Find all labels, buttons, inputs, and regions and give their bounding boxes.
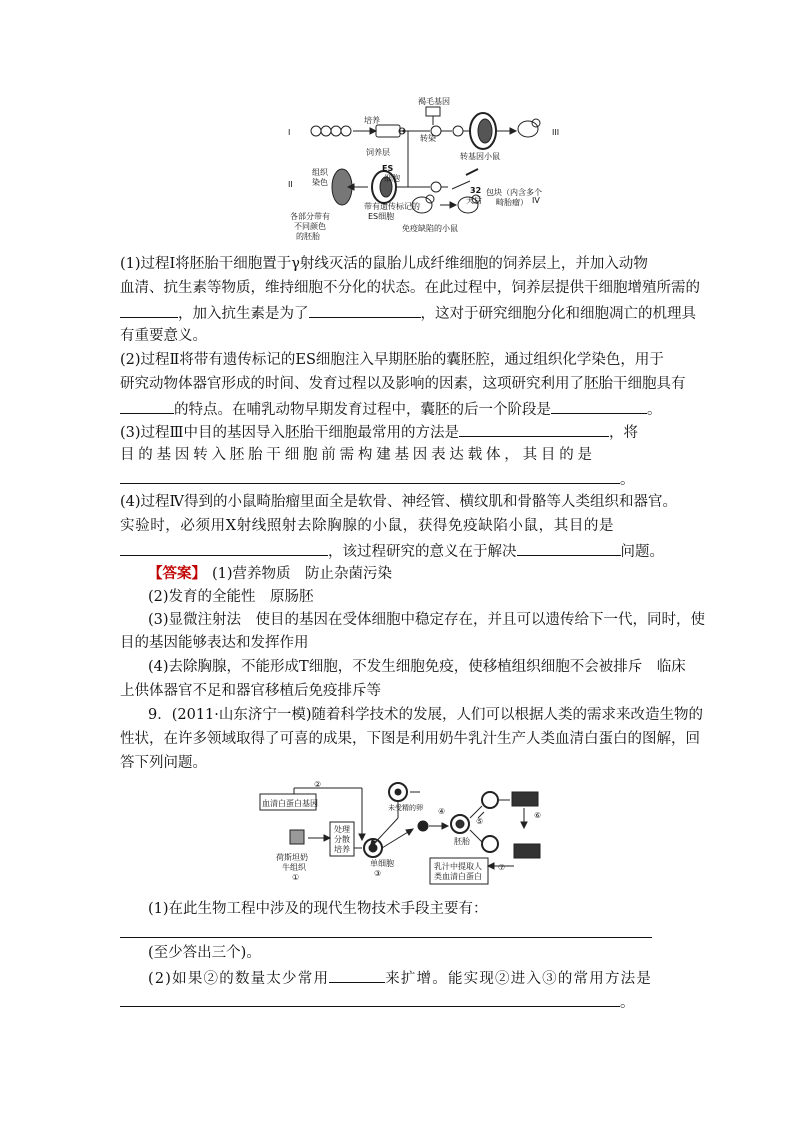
- transfect-label: 转染: [420, 134, 436, 143]
- days-label: 天后: [466, 196, 482, 205]
- answer-blank[interactable]: [120, 539, 328, 556]
- embryo-label-3: 的胚胎: [296, 232, 320, 241]
- label-1: ①: [292, 873, 300, 882]
- gene-label: 血清白蛋白基因: [262, 799, 318, 808]
- cell-icon: [331, 126, 341, 136]
- embryo-label-1: 各部分带有: [290, 212, 330, 221]
- q8-part2-line3: 的特点。在哺乳动物早期发育过程中，囊胚的后一个阶段是 。: [120, 397, 676, 421]
- answer-line6: 上供体器官不足和器官移植后免疫排斥等: [120, 683, 381, 699]
- label-6: ⑥: [534, 811, 542, 820]
- answer-line5: (4)去除胸腺，不能形成T细胞，不发生细胞免疫，使移植组织细胞不会被排斥 临床: [148, 659, 686, 675]
- q9-part1-note: (至少答出三个)。: [148, 945, 261, 961]
- milk-label-1: 乳汁中提取人: [434, 862, 482, 871]
- blastocyst-icon-b: [482, 836, 498, 852]
- q8-part2-line2: 研究动物体器官形成的时间、发育过程以及影响的因素，这项研究利用了胚胎干细胞具有: [120, 376, 686, 392]
- answer-line4: 目的基因能够表达和发挥作用: [120, 635, 309, 651]
- answer-blank[interactable]: [120, 397, 174, 414]
- q8-part4-line3: ，该过程研究的意义在于解决 问题。: [120, 539, 676, 563]
- q8-part1-line3: ，加入抗生素是为了 ，这对于研究细胞分化和细胞凋亡的机理具: [120, 301, 676, 325]
- label-3: ③: [374, 869, 382, 878]
- tumor-label-2: 畸胎瘤）: [496, 198, 528, 207]
- immune-mouse-label: 免疫缺陷的小鼠: [402, 224, 458, 233]
- label-7: ⑦: [498, 863, 506, 872]
- process-label-3: 培养: [334, 845, 350, 854]
- answer-blank-long[interactable]: [120, 937, 652, 938]
- culture-dish-icon: [376, 125, 400, 137]
- embryo-label-2: 不同颜色: [294, 222, 326, 231]
- answer-blank[interactable]: [459, 420, 609, 437]
- hair-gene-box: [426, 107, 440, 116]
- embryo-label: 胚胎: [454, 837, 470, 846]
- es-cell-label: 细胞: [384, 174, 400, 183]
- label-4: ④: [438, 807, 446, 816]
- feeder-label: 饲养层: [366, 148, 390, 157]
- milk-protein-process-figure: [258, 778, 548, 890]
- tissue-stain-label-1: 组织: [312, 168, 328, 177]
- milk-label-2: 类血清白蛋白: [434, 872, 482, 881]
- transfected-cell-icon: [453, 126, 463, 136]
- label-2: ②: [314, 780, 322, 789]
- tissue-label-1: 荷斯坦奶: [276, 853, 308, 862]
- q9-part1-line1: (1)在此生物工程中涉及的现代生物技术手段主要有：: [148, 901, 488, 917]
- transgenic-mouse-label: 转基因小鼠: [460, 152, 500, 161]
- transgenic-mouse-icon: [518, 121, 538, 137]
- label-process-4: IV: [532, 196, 540, 205]
- single-cell-label: 单细胞: [370, 859, 394, 868]
- label-5: ⑤: [476, 817, 484, 826]
- process-label-1: 处理: [334, 825, 350, 834]
- egg-label: 未受精的卵: [388, 804, 423, 812]
- blastocyst-icon-a: [482, 792, 498, 808]
- q8-part2-line1: (2)过程Ⅱ将带有遗传标记的ES细胞注入早期胚胎的囊胚腔，通过组织化学染色，用于: [120, 352, 664, 368]
- q9-stem-line3: 答下列问题。: [120, 755, 207, 771]
- answer-blank[interactable]: [120, 467, 620, 484]
- tissue-label-2: 牛组织: [282, 863, 306, 872]
- cell-icon: [341, 126, 351, 136]
- q9-part2-line1: (2)如果②的数量太少常用 来扩增。能实现②进入③的常用方法是: [148, 966, 704, 990]
- answer-line2: (2)发育的全能性 原肠胚: [148, 589, 314, 605]
- answer-blank[interactable]: [551, 397, 647, 414]
- answer-blank[interactable]: [120, 990, 620, 1007]
- process-label-2: 分散: [334, 835, 350, 844]
- cow-icon: [512, 792, 538, 806]
- q8-part1-line2: 血清、抗生素等物质，维持细胞不分化的状态。在此过程中，饲养层提供干细胞增殖所需的: [120, 280, 700, 296]
- q8-part3-line1: (3)过程Ⅲ中目的基因导入胚胎干细胞最常用的方法是 ，将: [120, 420, 676, 444]
- q9-stem-line2: 性状，在许多领域取得了可喜的成果，下图是利用奶牛乳汁生产人类血清白蛋白的图解，回: [120, 731, 700, 747]
- q8-part1-line4: 有重要意义。: [120, 328, 207, 344]
- hair-gene-label: 褐毛基因: [418, 97, 450, 106]
- answer-line1: 【答案】 (1)营养物质 防止杂菌污染: [148, 566, 393, 582]
- marked-es-label-1: 带有遗传标记的: [364, 202, 420, 211]
- q9-part2-line2: 。: [120, 990, 676, 1014]
- days-number: 32: [470, 186, 482, 195]
- q8-part1-line1: (1)过程Ⅰ将胚胎干细胞置于γ射线灭活的鼠胎儿成纤维细胞的饲养层上，并加入动物: [120, 256, 648, 272]
- answer-tag: 【答案】: [148, 566, 206, 582]
- label-process-2: II: [288, 180, 293, 189]
- tissue-icon: [290, 830, 304, 844]
- q8-part4-line2: 实验时，必须用X射线照射去除胸腺的小鼠，获得免疫缺陷小鼠，其目的是: [120, 518, 615, 534]
- stem-cell-process-figure: [280, 95, 570, 245]
- q8-part3-line3: 。: [120, 467, 676, 491]
- tumor-label-1: 包块（内含多个: [486, 188, 542, 197]
- answer-blank[interactable]: [329, 966, 385, 983]
- answer-line3: (3)显微注射法 使目的基因在受体细胞中稳定存在，并且可以遗传给下一代，同时，使: [148, 612, 706, 628]
- answer-blank[interactable]: [517, 539, 621, 556]
- label-process-3: III: [552, 128, 560, 137]
- answer-blank[interactable]: [120, 301, 178, 318]
- q8-part4-line1: (4)过程Ⅳ得到的小鼠畸胎瘤里面全是软骨、神经管、横纹肌和骨骼等人类组织和器官。: [120, 494, 678, 510]
- marked-es-label-2: ES细胞: [368, 212, 395, 221]
- culture-label: 培养: [364, 116, 380, 125]
- answer-blank[interactable]: [309, 301, 421, 318]
- label-process-1: I: [288, 128, 291, 137]
- q8-part3-line2: 目的基因转入胚胎干细胞前需构建基因表达载体，其目的是: [120, 447, 596, 463]
- nucleus-dot: [418, 821, 428, 831]
- cell-icon: [311, 126, 321, 136]
- tissue-stain-label-2: 染色: [312, 178, 328, 187]
- q9-stem-line1: 9．(2011·山东济宁一模)随着科学技术的发展，人们可以根据人类的需求来改造生物的: [148, 707, 704, 723]
- syringe-icon: [466, 169, 478, 175]
- es-label: ES: [382, 164, 394, 173]
- cow-icon-2: [514, 844, 540, 858]
- cell-icon: [321, 126, 331, 136]
